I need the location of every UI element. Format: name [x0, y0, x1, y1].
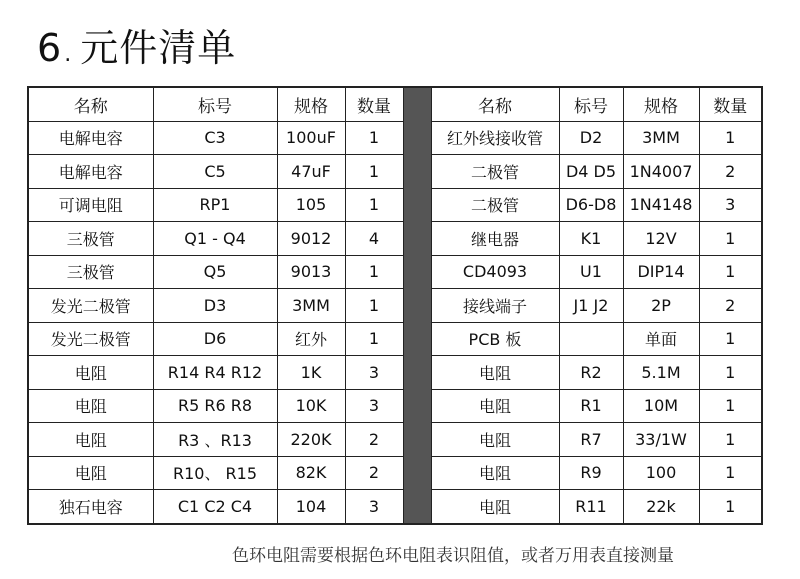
table-row	[28, 423, 762, 457]
cell-spec-right: 10M	[623, 389, 699, 423]
cell-tag-right: R1	[559, 389, 623, 423]
cell-tag-left: R5 R6 R8	[153, 389, 277, 423]
cell-spec-right: 5.1M	[623, 356, 699, 390]
cell-spec-left: 104	[277, 490, 345, 524]
cell-name-right: 二极管	[431, 188, 559, 222]
cell-qty-left: 1	[345, 188, 403, 222]
cell-tag-right: J1 J2	[559, 289, 623, 323]
header-tag-left: 标号	[153, 87, 277, 121]
cell-spec-left: 220K	[277, 423, 345, 457]
cell-spec-left: 3MM	[277, 289, 345, 323]
cell-name-left: 三极管	[28, 255, 153, 289]
table-row	[28, 121, 762, 155]
cell-spec-left: 105	[277, 188, 345, 222]
cell-spec-left: 82K	[277, 456, 345, 490]
cell-qty-left: 2	[345, 456, 403, 490]
cell-tag-left: C3	[153, 121, 277, 155]
column-separator	[403, 322, 431, 356]
cell-spec-left: 1K	[277, 356, 345, 390]
column-separator	[403, 356, 431, 390]
cell-tag-left: RP1	[153, 188, 277, 222]
cell-tag-right: U1	[559, 255, 623, 289]
cell-name-left: 可调电阻	[28, 188, 153, 222]
cell-qty-left: 3	[345, 356, 403, 390]
cell-name-right: 继电器	[431, 222, 559, 256]
cell-name-right: CD4093	[431, 255, 559, 289]
cell-tag-right: R7	[559, 423, 623, 457]
table-row	[28, 322, 762, 356]
page-title	[37, 24, 236, 79]
column-separator	[403, 222, 431, 256]
cell-name-left: 电解电容	[28, 155, 153, 189]
cell-spec-right: 单面	[623, 322, 699, 356]
cell-tag-right: D2	[559, 121, 623, 155]
header-name-right: 名称	[431, 87, 559, 121]
cell-name-left: 发光二极管	[28, 322, 153, 356]
header-spec-right: 规格	[623, 87, 699, 121]
cell-qty-left: 1	[345, 155, 403, 189]
cell-qty-right: 1	[699, 322, 762, 356]
column-separator	[403, 456, 431, 490]
cell-qty-right: 1	[699, 121, 762, 155]
cell-spec-left: 9012	[277, 222, 345, 256]
column-separator	[403, 490, 431, 524]
cell-qty-left: 4	[345, 222, 403, 256]
cell-qty-left: 3	[345, 490, 403, 524]
cell-qty-right: 2	[699, 155, 762, 189]
table-row	[28, 155, 762, 189]
cell-name-left: 独石电容	[28, 490, 153, 524]
cell-spec-right: 1N4148	[623, 188, 699, 222]
cell-qty-left: 3	[345, 389, 403, 423]
cell-name-right: 红外线接收管	[431, 121, 559, 155]
cell-name-left: 电阻	[28, 356, 153, 390]
cell-tag-left: D3	[153, 289, 277, 323]
component-list-table	[27, 86, 763, 525]
header-name-left: 名称	[28, 87, 153, 121]
cell-qty-right: 1	[699, 356, 762, 390]
cell-tag-left: R10、 R15	[153, 456, 277, 490]
cell-spec-left: 红外	[277, 322, 345, 356]
cell-tag-left: C1 C2 C4	[153, 490, 277, 524]
cell-spec-left: 10K	[277, 389, 345, 423]
table-row	[28, 255, 762, 289]
cell-tag-left: Q5	[153, 255, 277, 289]
section-number: 6	[37, 26, 63, 70]
cell-name-right: 电阻	[431, 423, 559, 457]
table-row	[28, 456, 762, 490]
cell-tag-right: R2	[559, 356, 623, 390]
cell-tag-right: D4 D5	[559, 155, 623, 189]
cell-qty-right: 1	[699, 490, 762, 524]
cell-qty-right: 1	[699, 255, 762, 289]
cell-name-left: 发光二极管	[28, 289, 153, 323]
cell-tag-left: R14 R4 R12	[153, 356, 277, 390]
cell-tag-left: D6	[153, 322, 277, 356]
column-separator	[403, 188, 431, 222]
table-row	[28, 289, 762, 323]
cell-name-right: 电阻	[431, 490, 559, 524]
header-spec-left: 规格	[277, 87, 345, 121]
cell-name-left: 电解电容	[28, 121, 153, 155]
cell-spec-right: 100	[623, 456, 699, 490]
cell-name-right: 电阻	[431, 456, 559, 490]
component-rows	[28, 121, 762, 524]
column-separator	[403, 121, 431, 155]
cell-qty-right: 3	[699, 188, 762, 222]
column-separator	[403, 389, 431, 423]
header-tag-right: 标号	[559, 87, 623, 121]
cell-spec-right: 1N4007	[623, 155, 699, 189]
cell-qty-right: 1	[699, 389, 762, 423]
cell-qty-left: 1	[345, 289, 403, 323]
header-qty-right: 数量	[699, 87, 762, 121]
cell-qty-left: 1	[345, 255, 403, 289]
column-separator	[403, 423, 431, 457]
cell-name-left: 三极管	[28, 222, 153, 256]
cell-name-right: 电阻	[431, 356, 559, 390]
cell-name-right: 接线端子	[431, 289, 559, 323]
cell-qty-left: 1	[345, 322, 403, 356]
cell-spec-right: 3MM	[623, 121, 699, 155]
header-row	[28, 87, 762, 121]
table-row	[28, 188, 762, 222]
cell-tag-right: R9	[559, 456, 623, 490]
cell-spec-left: 47uF	[277, 155, 345, 189]
cell-tag-right	[559, 322, 623, 356]
cell-name-right: 电阻	[431, 389, 559, 423]
cell-qty-right: 1	[699, 222, 762, 256]
cell-spec-right: DIP14	[623, 255, 699, 289]
section-dot: .	[64, 42, 73, 67]
table-row	[28, 389, 762, 423]
cell-spec-right: 33/1W	[623, 423, 699, 457]
cell-qty-right: 1	[699, 456, 762, 490]
table-row	[28, 356, 762, 390]
cell-spec-left: 9013	[277, 255, 345, 289]
table-row	[28, 222, 762, 256]
cell-name-right: PCB 板	[431, 322, 559, 356]
header-qty-left: 数量	[345, 87, 403, 121]
cell-name-left: 电阻	[28, 423, 153, 457]
cell-tag-right: D6-D8	[559, 188, 623, 222]
cell-tag-left: Q1 - Q4	[153, 222, 277, 256]
column-separator	[403, 155, 431, 189]
cell-tag-right: R11	[559, 490, 623, 524]
cell-qty-right: 2	[699, 289, 762, 323]
cell-name-left: 电阻	[28, 389, 153, 423]
cell-qty-left: 1	[345, 121, 403, 155]
cell-qty-left: 2	[345, 423, 403, 457]
cell-name-left: 电阻	[28, 456, 153, 490]
column-separator	[403, 289, 431, 323]
section-title-text: 元件清单	[80, 26, 237, 70]
cell-tag-left: C5	[153, 155, 277, 189]
cell-spec-right: 12V	[623, 222, 699, 256]
cell-qty-right: 1	[699, 423, 762, 457]
cell-spec-right: 2P	[623, 289, 699, 323]
footnote: 色环电阻需要根据色环电阻表识阻值，或者万用表直接测量	[232, 546, 674, 566]
cell-spec-right: 22k	[623, 490, 699, 524]
cell-name-right: 二极管	[431, 155, 559, 189]
cell-spec-left: 100uF	[277, 121, 345, 155]
column-separator	[403, 255, 431, 289]
table-row	[28, 490, 762, 524]
column-separator	[403, 87, 431, 121]
cell-tag-right: K1	[559, 222, 623, 256]
cell-tag-left: R3 、R13	[153, 423, 277, 457]
